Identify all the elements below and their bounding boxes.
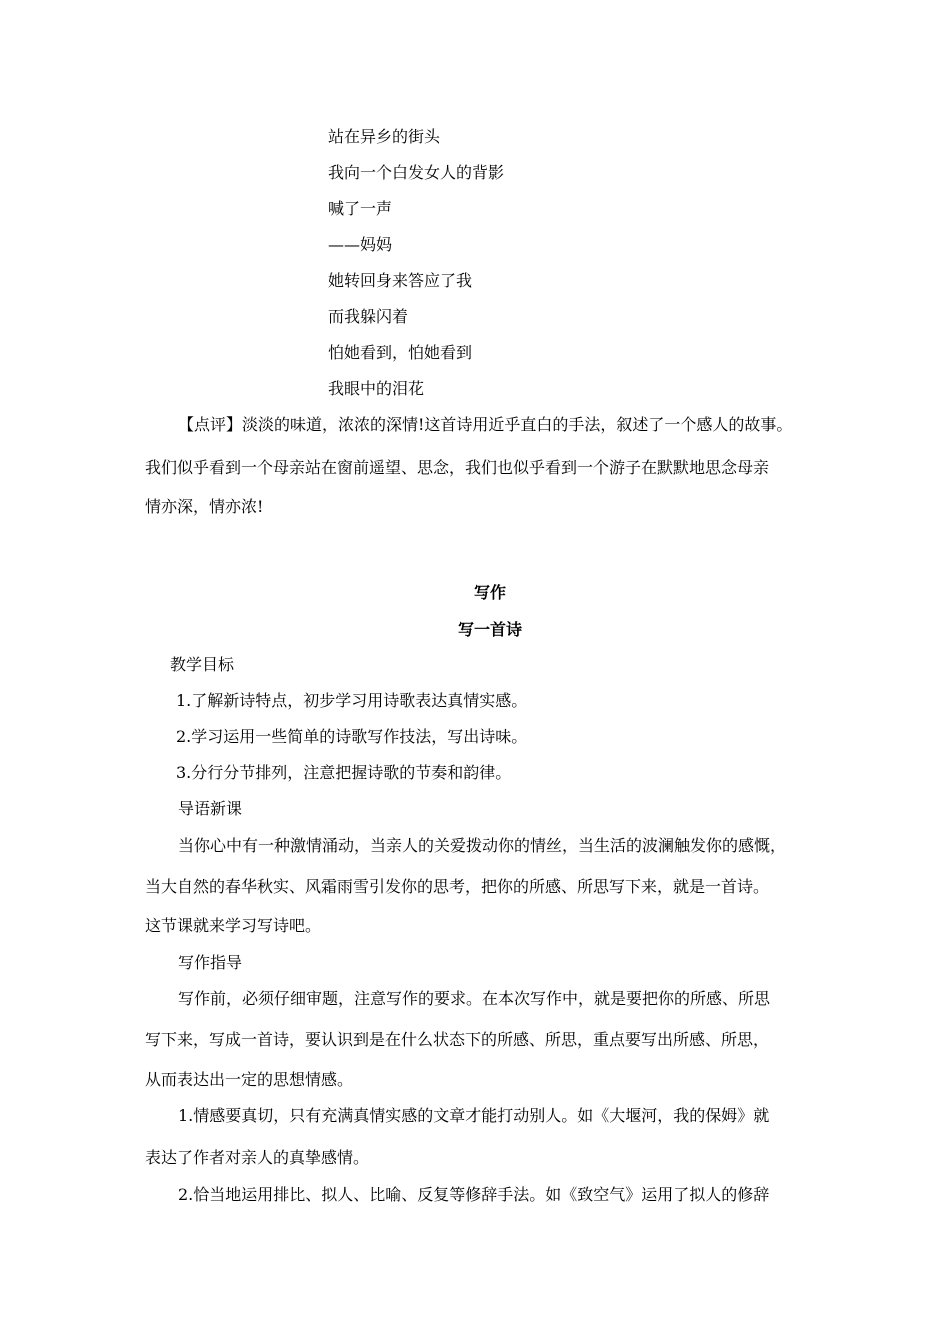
intro-heading: 导语新课 xyxy=(178,799,243,818)
comment-line: 我们似乎看到一个母亲站在窗前遥望、思念，我们也似乎看到一个游子在默默地思念母亲 xyxy=(145,458,770,477)
goals-heading: 教学目标 xyxy=(170,655,235,674)
poem-line: 站在异乡的街头 xyxy=(328,127,441,146)
comment-line: 情亦深，情亦浓! xyxy=(145,497,264,516)
poem-line: 她转回身来答应了我 xyxy=(328,271,473,290)
section-title: 写作 xyxy=(473,583,506,602)
intro-line: 这节课就来学习写诗吧。 xyxy=(145,916,322,935)
poem-line: 我向一个白发女人的背影 xyxy=(328,163,505,182)
poem-line: 怕她看到，怕她看到 xyxy=(328,343,473,362)
intro-line: 当你心中有一种激情涌动，当亲人的关爱拨动你的情丝，当生活的波澜触发你的感慨， xyxy=(178,836,787,855)
goal-item: 2.学习运用一些简单的诗歌写作技法，写出诗味。 xyxy=(176,727,528,746)
section-subtitle: 写一首诗 xyxy=(457,620,522,639)
poem-line: ——妈妈 xyxy=(328,235,393,254)
guide-line: 表达了作者对亲人的真挚感情。 xyxy=(145,1148,370,1167)
guide-line: 从而表达出一定的思想情感。 xyxy=(145,1070,354,1089)
guide-line: 2.恰当地运用排比、拟人、比喻、反复等修辞手法。如《致空气》运用了拟人的修辞 xyxy=(178,1185,770,1204)
goal-item: 1.了解新诗特点，初步学习用诗歌表达真情实感。 xyxy=(176,691,528,710)
guide-line: 写作前，必须仔细审题，注意写作的要求。在本次写作中，就是要把你的所感、所思 xyxy=(178,989,771,1008)
guide-line: 写下来，写成一首诗，要认识到是在什么状态下的所感、所思，重点要写出所感、所思， xyxy=(145,1030,770,1049)
comment-line: 【点评】淡淡的味道，浓浓的深情!这首诗用近乎直白的手法，叙述了一个感人的故事。 xyxy=(178,415,793,434)
poem-line: 我眼中的泪花 xyxy=(328,379,425,398)
poem-line: 喊了一声 xyxy=(328,199,393,218)
poem-line: 而我躲闪着 xyxy=(328,307,409,326)
goal-item: 3.分行分节排列，注意把握诗歌的节奏和韵律。 xyxy=(176,763,512,782)
guide-heading: 写作指导 xyxy=(178,953,243,972)
intro-line: 当大自然的春华秋实、风霜雨雪引发你的思考，把你的所感、所思写下来，就是一首诗。 xyxy=(145,877,770,896)
guide-line: 1.情感要真切，只有充满真情实感的文章才能打动别人。如《大堰河，我的保姆》就 xyxy=(178,1106,770,1125)
